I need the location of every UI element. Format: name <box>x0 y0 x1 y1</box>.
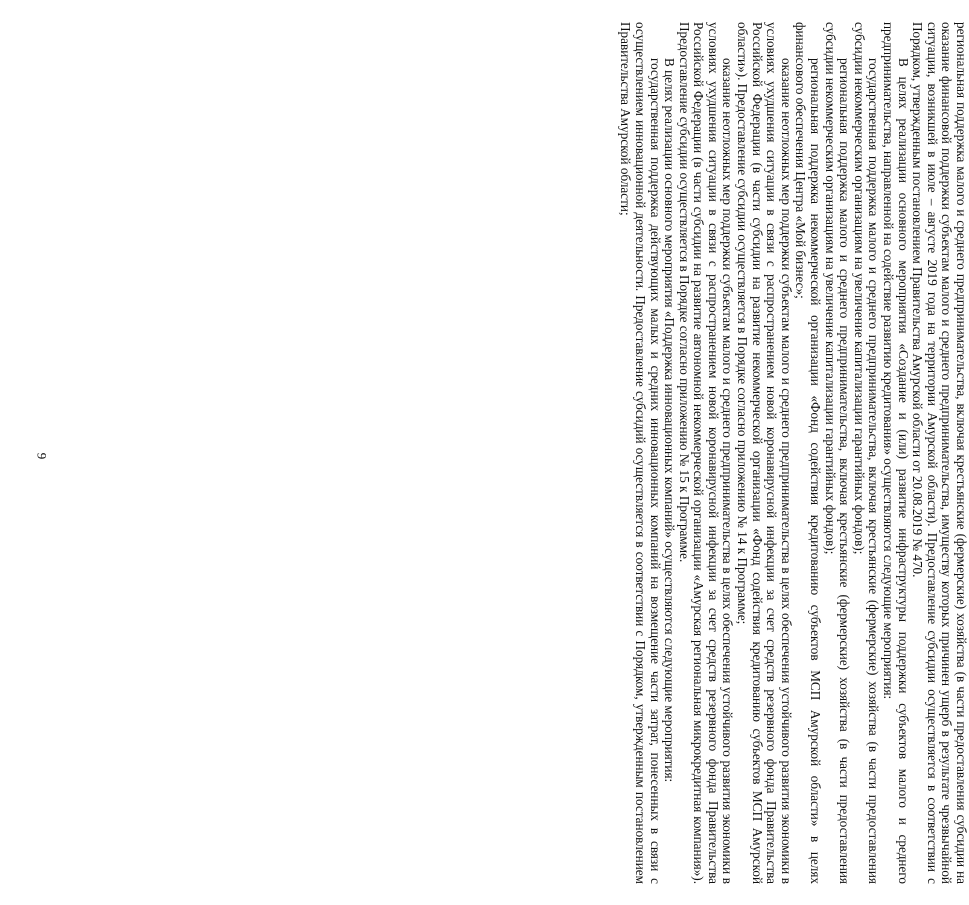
paragraph: региональная поддержка малого и среднего предпринимательства, включая крестьянские (фермерские) хозяйства (в части предоставления субсидии некоммерческим организациям на увеличение капитализации гарантийных фондов); <box>822 22 853 884</box>
paragraph: В целях реализации основного мероприятия «Поддержка инновационных компаний» осуществляются следующие мероприятия: <box>662 58 678 783</box>
page-number: 9 <box>34 452 50 460</box>
paragraph: оказание неотложных мер поддержки субъектам малого и среднего предпринимательства в целях обеспечения устойчивого развития экономики в условиях ухудшения ситуации в связи с распространением новой коронавирусной инфекции за счет средств резервного фонда Правительства Российской Федерации (в части субсидии на развитие некоммерческой организации «Фонд содействия кредитованию субъектов МСП Амурской области»). Предоставление субсидии осуществляется в Порядке согласно приложению № 14 к Программе; <box>735 22 794 884</box>
paragraph: В целях реализации основного мероприятия «Создание и (или) развитие инфраструктуры поддержки субъектов малого и среднего предпринимательства, направленной на содействие развитию кредитования» осуществляются следующие мероприятия: <box>881 22 911 884</box>
paragraph: региональная поддержка малого и среднего предпринимательства, включая крестьянские (фермерские) хозяйства (в части предоставления субсидии на оказание финансовой поддержки субъектам малого и среднего предпринимательства, имуществу которых причинен ущерб в результате чрезвычайной ситуации, возникшей в июле – августе 2019 года на территории Амурской области). Предоставление субсидии осуществляется в соответствии с Порядком, утвержденным постановлением Правительства Амурской области от 20.08.2019 № 470. <box>910 22 969 884</box>
paragraph: государственная поддержка малого и среднего предпринимательства, включая крестьянские (фермерские) хозяйства (в части предоставления субсидии некоммерческим организациям на увеличение капитализации гарантийных фондов); <box>851 22 882 884</box>
paragraph: государственная поддержка действующих малых и средних инновационных компаний на возмещение части затрат, понесенных в связи с осуществлением инновационной деятельности. Предоставление субсидий осуществляется в соответствии с Порядком, утвержденным постановлением Правительства Амурской области; <box>618 22 663 884</box>
paragraph: оказание неотложных мер поддержки субъектам малого и среднего предпринимательства в целях обеспечения устойчивого развития экономики в условиях ухудшения ситуации в связи с распространением новой коронавирусной инфекции за счет средств резервного фонда Правительства Российской Федерации (в части субсидии на развитие автономной некоммерческой организации «Амурская региональная микрокредитная компания»). Предоставление субсидии осуществляется в Порядке согласно приложению № 15 к Программе. <box>676 22 736 884</box>
paragraph: региональная поддержка некоммерческой организации «Фонд содействия кредитованию субъектов МСП Амурской области» в целях финансового обеспечения Центра «Мой бизнес»; <box>793 22 824 884</box>
document-body <box>618 22 968 884</box>
